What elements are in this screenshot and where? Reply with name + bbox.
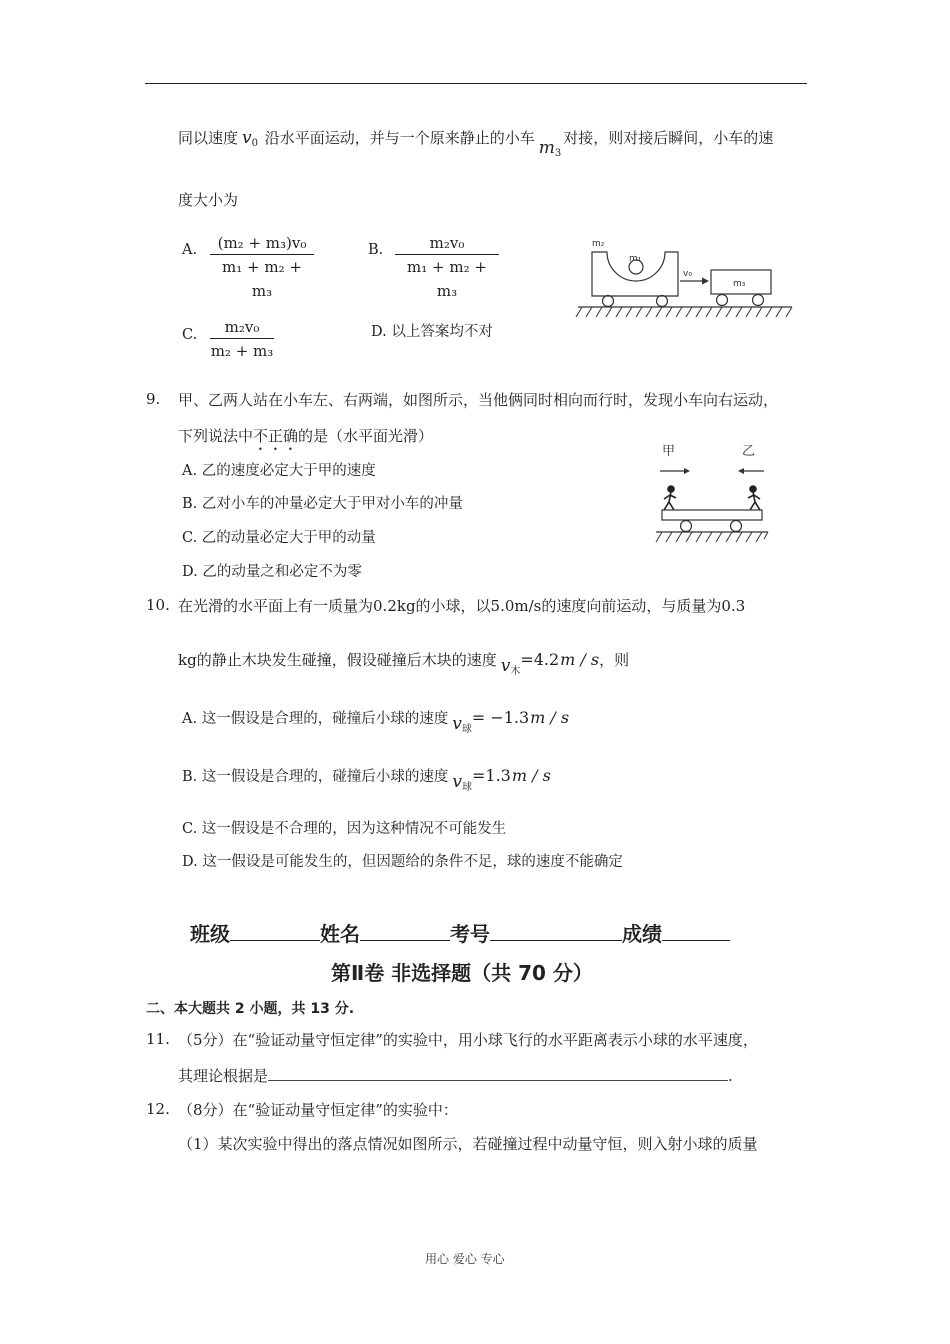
page-footer: 用心 爱心 专心 <box>425 1252 505 1266</box>
q12-line1: （8分）在“验证动量守恒定律”的实验中： <box>178 1101 458 1119</box>
q8-cart-figure <box>574 234 796 324</box>
score-blank[interactable] <box>662 922 730 941</box>
q8-option-a-label: A. <box>182 242 198 258</box>
q8-option-a-fraction <box>210 232 314 303</box>
q9-line2: 下列说法中不正确的是（水平面光滑） <box>178 427 434 445</box>
q8-option-d: D. 以上答案均不对 <box>371 324 493 340</box>
v0-symbol: $v_0$ <box>242 128 258 149</box>
q10-option-c: C. 这一假设是不合理的，因为这种情况不可能发生 <box>182 821 507 837</box>
yi-label: 乙 <box>742 444 756 459</box>
jia-label: 甲 <box>662 444 676 459</box>
q12-number: 12. <box>146 1100 170 1118</box>
q9-number: 9. <box>146 390 161 408</box>
q8-text-b: 沿水平面运动，并与一个原来静止的小车 <box>264 129 535 147</box>
q8-option-c-label: C. <box>182 327 198 343</box>
q9-option-c: C. 乙的动量必定大于甲的动量 <box>182 530 376 546</box>
v-wood-symbol: $v_木$ <box>500 656 521 677</box>
q8-option-c-numerator: m₂v₀ <box>224 318 260 336</box>
q8-option-c-denominator: m₂ + m₃ <box>210 342 274 360</box>
q8-option-b-label: B. <box>368 242 384 258</box>
q10-option-d: D. 这一假设是可能发生的，但因题给的条件不足，球的速度不能确定 <box>182 854 623 870</box>
q9-line1: 甲、乙两人站在小车左、右两端，如图所示，当他俩同时相向而行时，发现小车向右运动， <box>178 391 779 409</box>
exam-id-blank[interactable] <box>490 922 622 941</box>
q8-option-b-denominator: m₁ + m₂ + m₃ <box>407 258 487 300</box>
q9-option-a: A. 乙的速度必定大于甲的速度 <box>182 463 376 479</box>
q12-line2: （1）某次实验中得出的落点情况如图所示，若碰撞过程中动量守恒，则入射小球的质量 <box>178 1135 758 1153</box>
q8-option-b-fraction <box>395 232 499 303</box>
q8-option-c-fraction <box>210 316 274 363</box>
q10-line1: 在光滑的水平面上有一质量为0.2kg的小球，以5.0m/s的速度向前运动，与质量为0.3 <box>178 597 746 615</box>
q10-number: 10. <box>146 596 170 614</box>
q11-line1: （5分）在“验证动量守恒定律”的实验中，用小球飞行的水平距离表示小球的水平速度， <box>178 1031 758 1049</box>
q8-option-b-numerator: m₂v₀ <box>429 234 465 252</box>
q11-line2: 其理论根据是 . <box>178 1067 733 1085</box>
q9-people-cart-figure <box>652 440 772 548</box>
q8-text-a: 同以速度 <box>178 129 239 147</box>
header-rule <box>145 83 807 84</box>
q9-option-d: D. 乙的动量之和必定不为零 <box>182 564 362 580</box>
m1-label: m₁ <box>629 254 642 264</box>
q10-option-a: A. 这一假设是合理的，碰撞后小球的速度 $v_球= -1.3m / s$ <box>182 708 570 735</box>
q11-answer-blank[interactable] <box>268 1066 728 1081</box>
m2-label: m₂ <box>592 239 605 249</box>
v0-label: v₀ <box>683 269 692 279</box>
q9-option-b: B. 乙对小车的冲量必定大于甲对小车的冲量 <box>182 496 463 512</box>
q11-number: 11. <box>146 1030 170 1048</box>
m3-symbol: $m_3$ <box>538 138 562 159</box>
q8-text-c: 对接，则对接后瞬间，小车的速 <box>563 129 774 147</box>
class-blank[interactable] <box>230 922 320 941</box>
q8-line2: 度大小为 <box>178 191 239 209</box>
q9-emphasis-text: 不正确 <box>253 427 299 445</box>
q10-line2: kg的静止木块发生碰撞，假设碰撞后木块的速度 $v_木=4.2m / s$，则 <box>178 650 630 677</box>
name-blank[interactable] <box>360 922 450 941</box>
part2-title: 第Ⅱ卷 非选择题（共 70 分） <box>331 961 593 985</box>
student-info-line: 班级 姓名 考号 成绩 <box>190 918 730 947</box>
section2-heading: 二、本大题共 2 小题，共 13 分. <box>146 1001 355 1017</box>
q10-option-b: B. 这一假设是合理的，碰撞后小球的速度 $v_球=1.3m / s$ <box>182 766 551 793</box>
m3-label: m₃ <box>733 279 746 289</box>
q8-line1 <box>178 128 774 159</box>
q8-option-a-numerator: (m₂ + m₃)v₀ <box>217 234 307 252</box>
q8-option-a-denominator: m₁ + m₂ + m₃ <box>222 258 302 300</box>
